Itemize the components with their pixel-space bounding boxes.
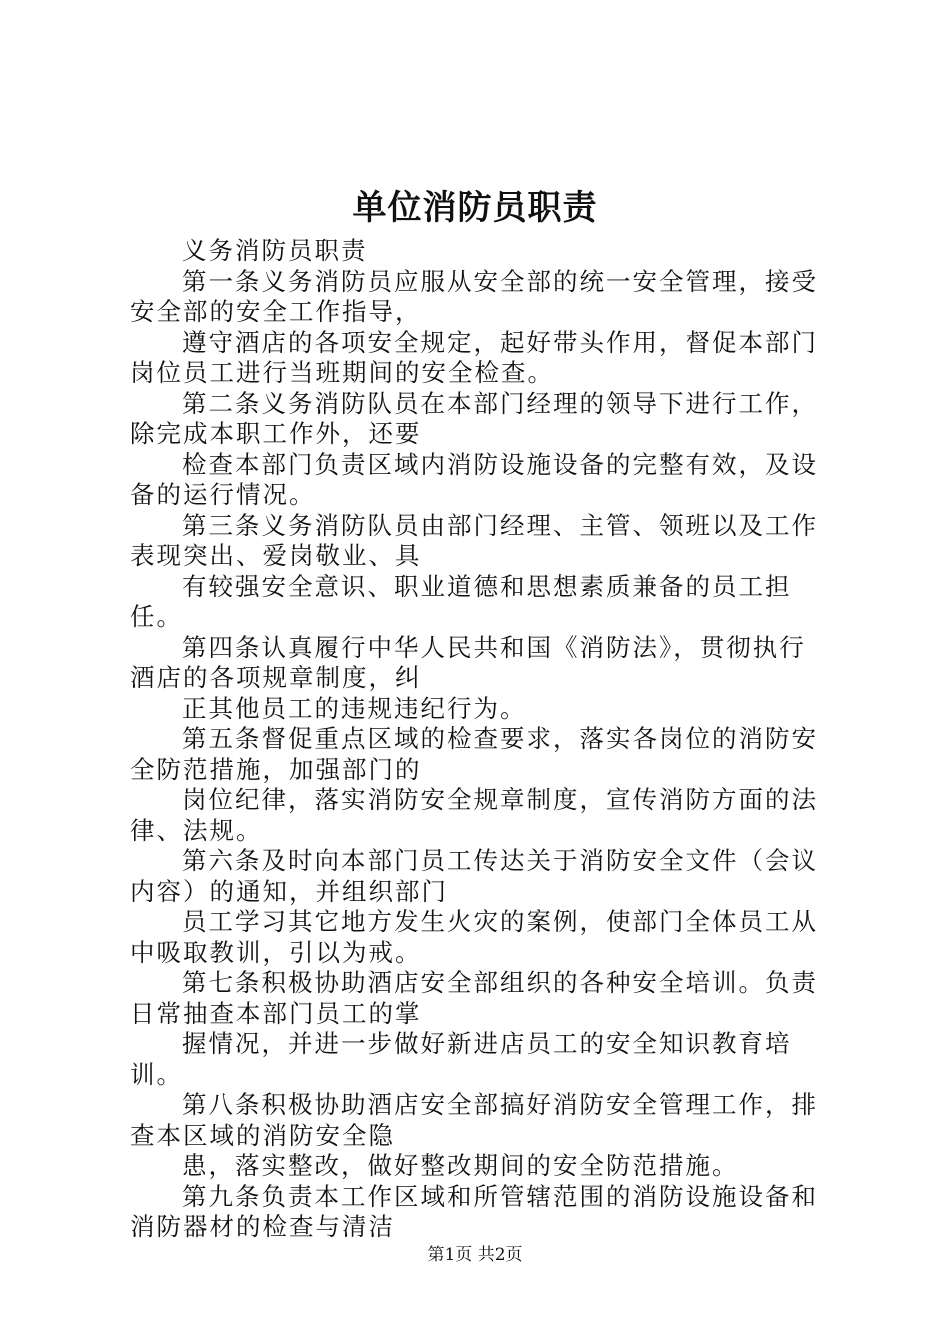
paragraph: 遵守酒店的各项安全规定，起好带头作用，督促本部门岗位员工进行当班期间的安全检查。: [130, 327, 818, 387]
paragraph: 第二条义务消防队员在本部门经理的领导下进行工作，除完成本职工作外，还要: [130, 388, 818, 448]
paragraph: 第一条义务消防员应服从安全部的统一安全管理，接受安全部的安全工作指导，: [130, 266, 818, 326]
page-footer: 第1页 共2页: [427, 1245, 523, 1265]
paragraph: 第五条督促重点区域的检查要求，落实各岗位的消防安全防范措施，加强部门的: [130, 724, 818, 784]
document-title: 单位消防员职责: [352, 188, 598, 228]
paragraph: 握情况，并进一步做好新进店员工的安全知识教育培训。: [130, 1029, 792, 1089]
paragraph: 第八条积极协助酒店安全部搞好消防安全管理工作，排查本区域的消防安全隐: [130, 1090, 818, 1150]
paragraph: 第三条义务消防队员由部门经理、主管、领班以及工作表现突出、爱岗敬业、具: [130, 510, 818, 570]
paragraph: 患，落实整改，做好整改期间的安全防范措施。: [182, 1151, 739, 1180]
paragraph: 第七条积极协助酒店安全部组织的各种安全培训。负责日常抽查本部门员工的掌: [130, 968, 818, 1028]
paragraph: 第六条及时向本部门员工传达关于消防安全文件（会议内容）的通知，并组织部门: [130, 846, 818, 906]
paragraph: 正其他员工的违规违纪行为。: [182, 693, 527, 723]
paragraph: 岗位纪律，落实消防安全规章制度，宣传消防方面的法律、法规。: [130, 785, 818, 845]
paragraph: 义务消防员职责: [182, 236, 368, 265]
paragraph: 第四条认真履行中华人民共和国《消防法》，贯彻执行酒店的各项规章制度，纠: [130, 632, 806, 692]
paragraph: 检查本部门负责区域内消防设施设备的完整有效，及设备的运行情况。: [130, 449, 818, 509]
document-body: [130, 236, 830, 1243]
paragraph: 第九条负责本工作区域和所管辖范围的消防设施设备和消防器材的检查与清洁: [130, 1181, 818, 1241]
paragraph: 员工学习其它地方发生火灾的案例，使部门全体员工从中吸取教训，引以为戒。: [130, 907, 818, 967]
paragraph: 有较强安全意识、职业道德和思想素质兼备的员工担任。: [130, 571, 792, 631]
